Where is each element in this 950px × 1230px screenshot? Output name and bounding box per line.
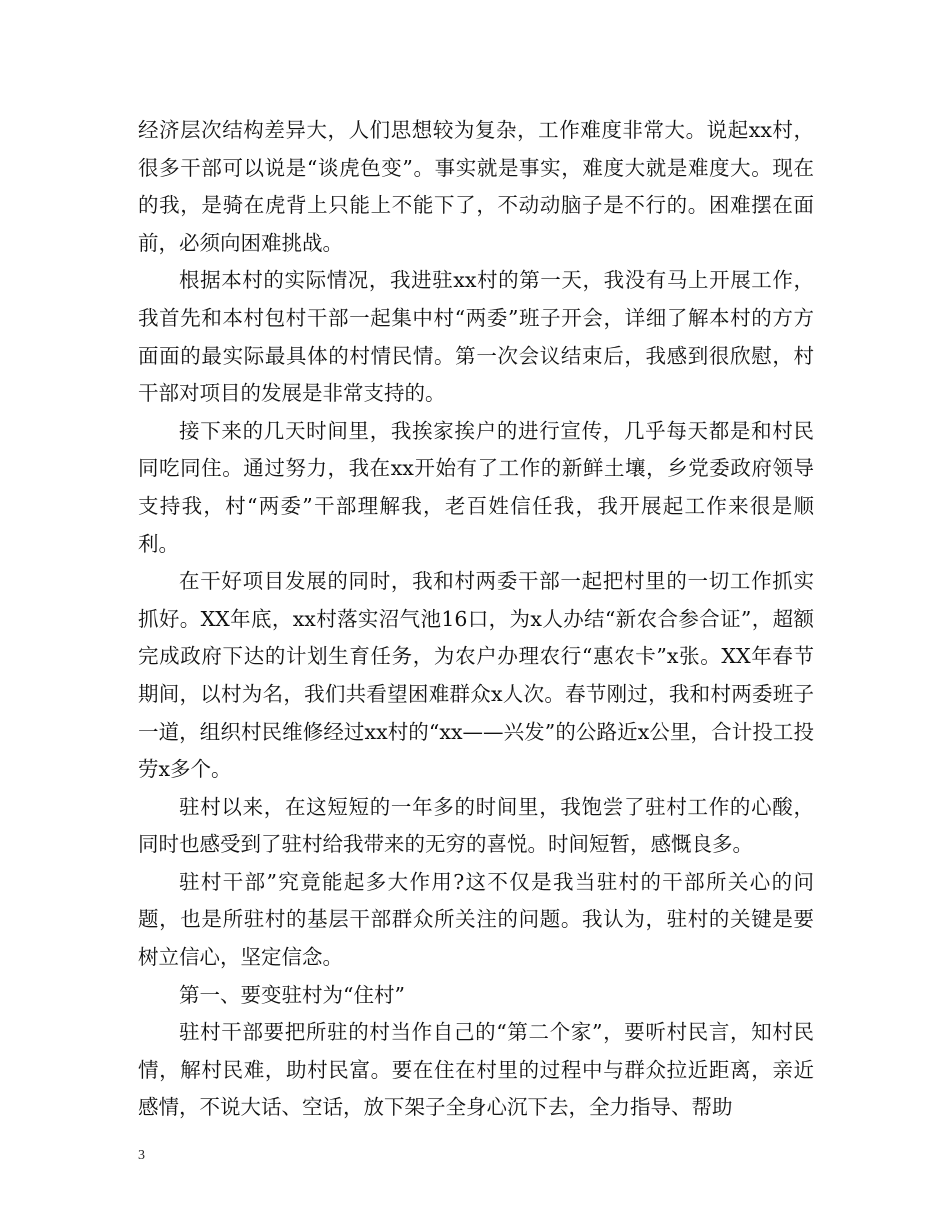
- paragraph: 驻村干部要把所驻的村当作自己的“第二个家”，要听村民言，知村民情，解村民难，助村民富。要在住在村里的过程中与群众拉近距离，亲近感情，不说大话、空话，放下架子全身心沉下去，全力指导、帮助: [138, 1020, 814, 1120]
- paragraph: 驻村以来，在这短短的一年多的时间里，我饱尝了驻村工作的心酸，同时也感受到了驻村给我带来的无穷的喜悦。时间短暂，感慨良多。: [138, 794, 814, 857]
- paragraph: 驻村干部”究竟能起多大作用?这不仅是我当驻村的干部所关心的问题，也是所驻村的基层干部群众所关注的问题。我认为，驻村的关键是要树立信心，坚定信念。: [138, 869, 814, 970]
- paragraph: 在干好项目发展的同时，我和村两委干部一起把村里的一切工作抓实抓好。XX年底，xx村落实沼气池16口，为x人办结“新农合参合证”，超额完成政府下达的计划生育任务，为农户办理农行“惠农卡”x张。XX年春节期间，以村为名，我们共看望困难群众x人次。春节刚过，我和村两委班子一道，组织村民维修经过xx村的“xx——兴发”的公路近x公里，合计投工投劳x多个。: [138, 569, 814, 782]
- page-number: 3: [138, 1148, 145, 1163]
- paragraph: 根据本村的实际情况，我进驻xx村的第一天，我没有马上开展工作，我首先和本村包村干部一起集中村“两委”班子开会，详细了解本村的方方面面的最实际最具体的村情民情。第一次会议结束后，我感到很欣慰，村干部对项目的发展是非常支持的。: [138, 268, 814, 406]
- section-heading: 第一、要变驻村为“住村”: [179, 982, 405, 1007]
- document-body: [138, 112, 814, 1127]
- paragraph: 经济层次结构差异大，人们思想较为复杂，工作难度非常大。说起xx村，很多干部可以说是“谈虎色变”。事实就是事实，难度大就是难度大。现在的我，是骑在虎背上只能上不能下了，不动动脑子是不行的。困难摆在面前，必须向困难挑战。: [138, 118, 814, 255]
- paragraph: 接下来的几天时间里，我挨家挨户的进行宣传，几乎每天都是和村民同吃同住。通过努力，我在xx开始有了工作的新鲜土壤，乡党委政府领导支持我，村“两委”干部理解我，老百姓信任我，我开展起工作来很是顺利。: [138, 418, 814, 556]
